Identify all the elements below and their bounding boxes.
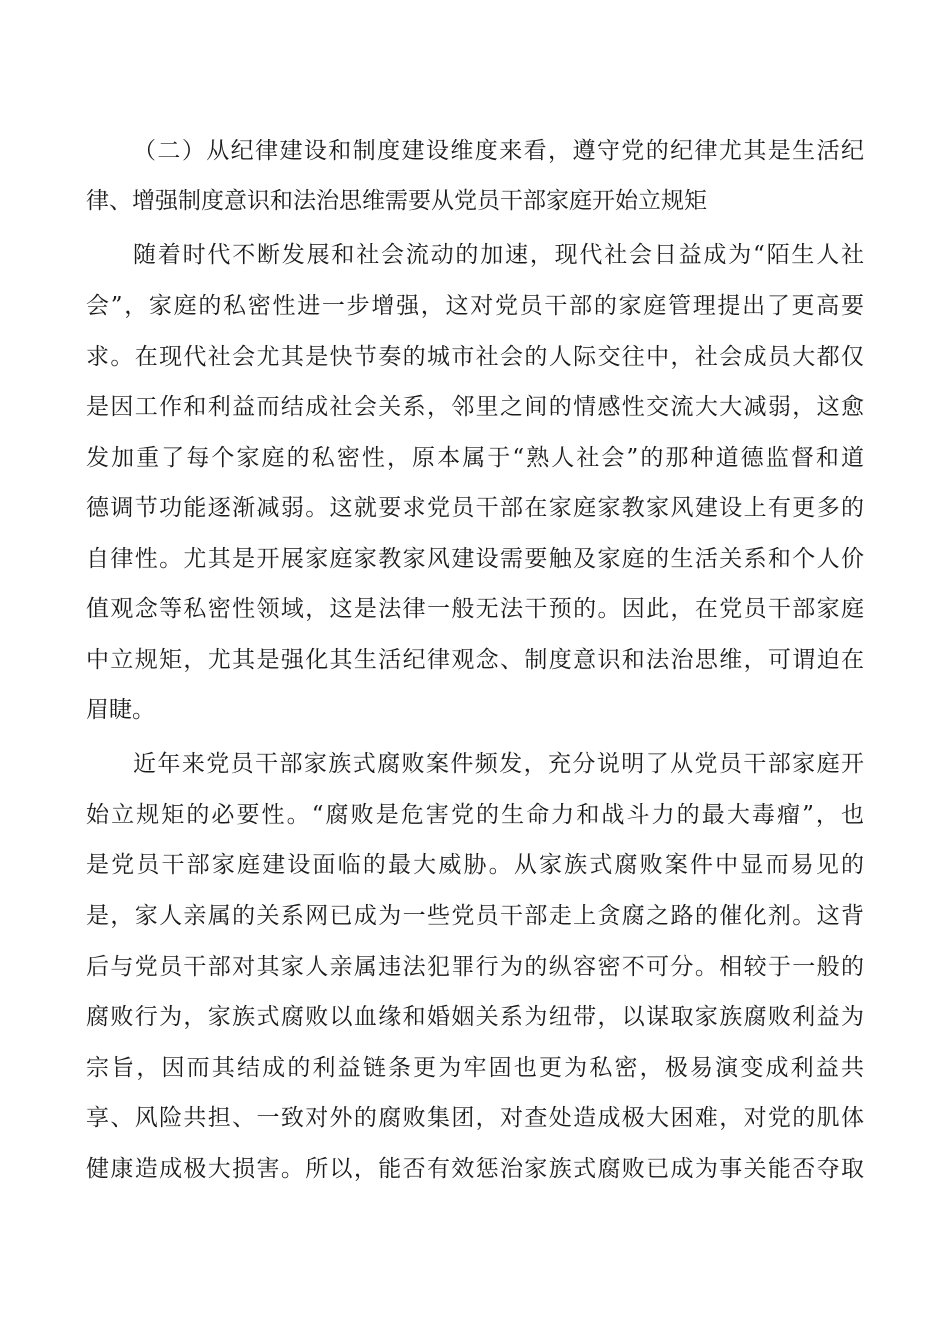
- paragraph-2-line-8: 享、风险共担、一致对外的腐败集团，对查处造成极大困难，对党的肌体: [86, 1105, 864, 1131]
- paragraph-2-line-4: 是，家人亲属的关系网已成为一些党员干部走上贪腐之路的催化剂。这背: [86, 903, 864, 929]
- paragraph-2-line-1: 近年来党员干部家族式腐败案件频发，充分说明了从党员干部家庭开: [133, 751, 864, 777]
- paragraph-1-line-8: 值观念等私密性领域，这是法律一般无法干预的。因此，在党员干部家庭: [86, 596, 864, 622]
- paragraph-2-line-7: 宗旨，因而其结成的利益链条更为牢固也更为私密，极易演变成利益共: [86, 1055, 864, 1081]
- paragraph-2-line-2: 始立规矩的必要性。“腐败是危害党的生命力和战斗力的最大毒瘤”，也: [86, 802, 864, 828]
- paragraph-2-line-3: 是党员干部家庭建设面临的最大威胁。从家族式腐败案件中显而易见的: [86, 852, 864, 878]
- paragraph-1-line-1: 随着时代不断发展和社会流动的加速，现代社会日益成为“陌生人社: [133, 242, 864, 268]
- section-heading-line-1: （二）从纪律建设和制度建设维度来看，遵守党的纪律尤其是生活纪: [133, 138, 864, 164]
- paragraph-1-line-5: 发加重了每个家庭的私密性，原本属于“熟人社会”的那种道德监督和道: [86, 445, 864, 471]
- paragraph-1-line-4: 是因工作和利益而结成社会关系，邻里之间的情感性交流大大减弱，这愈: [86, 394, 864, 420]
- paragraph-1-line-9: 中立规矩，尤其是强化其生活纪律观念、制度意识和法治思维，可谓迫在: [86, 647, 864, 673]
- section-heading-line-2: 律、增强制度意识和法治思维需要从党员干部家庭开始立规矩: [86, 188, 707, 214]
- paragraph-1-line-10: 眉睫。: [86, 697, 155, 723]
- paragraph-1-line-2: 会”，家庭的私密性进一步增强，这对党员干部的家庭管理提出了更高要: [86, 293, 864, 319]
- paragraph-2-line-5: 后与党员干部对其家人亲属违法犯罪行为的纵容密不可分。相较于一般的: [86, 954, 864, 980]
- paragraph-1-line-7: 自律性。尤其是开展家庭家教家风建设需要触及家庭的生活关系和个人价: [86, 546, 864, 572]
- paragraph-1-line-3: 求。在现代社会尤其是快节奏的城市社会的人际交往中，社会成员大都仅: [86, 344, 864, 370]
- paragraph-2-line-9: 健康造成极大损害。所以，能否有效惩治家族式腐败已成为事关能否夺取: [86, 1156, 864, 1182]
- paragraph-1-line-6: 德调节功能逐渐减弱。这就要求党员干部在家庭家教家风建设上有更多的: [86, 495, 864, 521]
- paragraph-2-line-6: 腐败行为，家族式腐败以血缘和婚姻关系为纽带，以谋取家族腐败利益为: [86, 1004, 864, 1030]
